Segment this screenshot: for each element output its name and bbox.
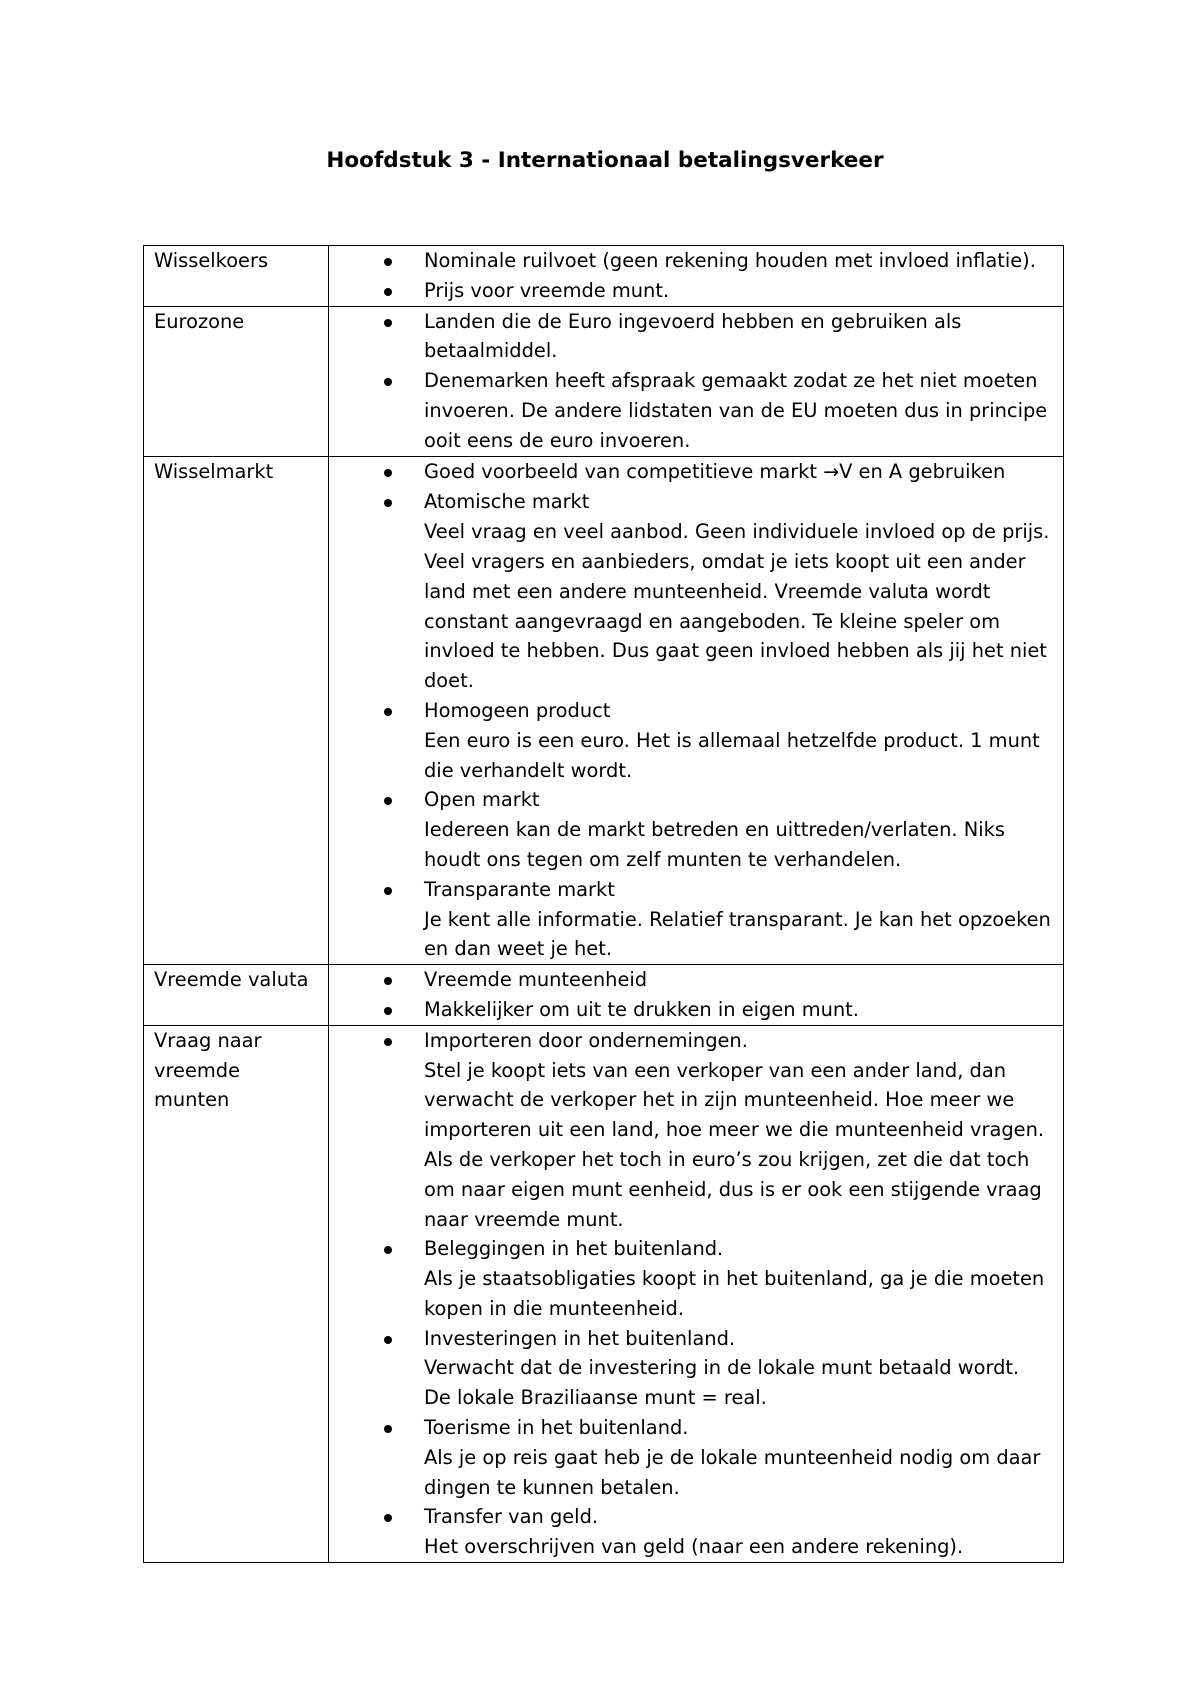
item-text: Goed voorbeeld van competitieve markt	[424, 459, 818, 483]
item-body: Je kent alle informatie. Relatief transparant. Je kan het opzoeken en dan weet je het.	[424, 907, 1051, 961]
description-cell	[329, 456, 1064, 965]
item-text: V en A gebruiken	[839, 459, 1006, 483]
item-heading: Atomische markt	[424, 490, 590, 514]
item-body: Het overschrijven van geld (naar een andere rekening).	[424, 1535, 964, 1559]
item-body: Veel vraag en veel aanbod. Geen individuele invloed op de prijs. Veel vragers en aanbieders, omdat je iets koopt uit een ander land met een andere munteenheid. Vreemde valuta wordt constant aangevraagd en aangeboden. Te kleine speler om invloed te hebben. Dus gaat geen invloed hebben als jij het niet doet.	[424, 520, 1050, 693]
bullet-icon	[384, 1007, 392, 1015]
list-item	[339, 366, 1051, 455]
list-item	[339, 1413, 1051, 1502]
list-item	[339, 875, 1051, 964]
item-heading: Transparante markt	[424, 877, 615, 901]
bullet-list	[339, 246, 1051, 306]
term-cell: Vraag naar vreemde munten	[144, 1025, 329, 1562]
item-heading: Open markt	[424, 788, 540, 812]
bullet-icon	[384, 977, 392, 985]
item-heading: Transfer van geld.	[424, 1505, 599, 1529]
bullet-icon	[384, 288, 392, 296]
table-row	[144, 456, 1064, 965]
bullet-list	[339, 457, 1051, 965]
list-item	[339, 965, 1051, 995]
bullet-list	[339, 965, 1051, 1025]
bullet-icon	[384, 887, 392, 895]
description-cell	[329, 306, 1064, 456]
list-item	[339, 1234, 1051, 1323]
description-cell	[329, 965, 1064, 1026]
item-heading: Importeren door ondernemingen.	[424, 1028, 748, 1052]
item-body: Iedereen kan de markt betreden en uittreden/verlaten. Niks houdt ons tegen om zelf munten te verhandelen.	[424, 818, 1005, 871]
bullet-list	[339, 307, 1051, 456]
bullet-icon	[384, 319, 392, 327]
list-item	[339, 457, 1051, 488]
table-row	[144, 965, 1064, 1026]
bullet-icon	[384, 1038, 392, 1046]
term-cell: Wisselmarkt	[144, 456, 329, 965]
item-text: Vreemde munteenheid	[424, 968, 648, 992]
bullet-icon	[384, 469, 392, 477]
term-cell: Vreemde valuta	[144, 965, 329, 1026]
table-row	[144, 246, 1064, 307]
bullet-icon	[384, 1425, 392, 1433]
item-heading: Toerisme in het buitenland.	[424, 1416, 689, 1440]
bullet-icon	[384, 1336, 392, 1344]
bullet-icon	[384, 258, 392, 266]
page-title: Hoofdstuk 3 - Internationaal betalingsverkeer	[326, 148, 884, 173]
table-row	[144, 1025, 1064, 1562]
term-cell: Wisselkoers	[144, 246, 329, 307]
list-item	[339, 785, 1051, 874]
item-text: Denemarken heeft afspraak gemaakt zodat ze het niet moeten invoeren. De andere lidstaten van de EU moeten dus in principe ooit eens de euro invoeren.	[424, 369, 1048, 452]
item-text: Nominale ruilvoet (geen rekening houden met invloed inflatie).	[424, 249, 1036, 272]
list-item	[339, 696, 1051, 785]
item-body: Stel je koopt iets van een verkoper van een ander land, dan verwacht de verkoper het in zijn munteenheid. Hoe meer we importeren uit een land, hoe meer we die munteenheid vragen. Als de verkoper het toch in euro’s zou krijgen, zet die dat toch om naar eigen munt eenheid, dus is er ook een stijgende vraag naar vreemde munt.	[424, 1058, 1045, 1231]
item-heading: Homogeen product	[424, 698, 611, 722]
notes-table	[143, 245, 1064, 1563]
bullet-icon	[384, 499, 392, 507]
list-item	[339, 1026, 1051, 1235]
bullet-icon	[384, 1514, 392, 1522]
bullet-icon	[384, 797, 392, 805]
item-body: Als je op reis gaat heb je de lokale munteenheid nodig om daar dingen te kunnen betalen.	[424, 1445, 1041, 1499]
right-arrow-icon: →	[823, 460, 840, 483]
item-heading: Investeringen in het buitenland.	[424, 1326, 736, 1350]
term-cell: Eurozone	[144, 306, 329, 456]
item-text: Makkelijker om uit te drukken in eigen munt.	[424, 997, 859, 1021]
list-item	[339, 1324, 1051, 1413]
list-item	[339, 276, 1051, 306]
list-item	[339, 307, 1051, 367]
item-heading: Beleggingen in het buitenland.	[424, 1237, 724, 1261]
item-body: Een euro is een euro. Het is allemaal hetzelfde product. 1 munt die verhandelt wordt.	[424, 728, 1040, 782]
item-text: Prijs voor vreemde munt.	[424, 278, 670, 302]
bullet-list	[339, 1026, 1051, 1562]
item-body: Verwacht dat de investering in de lokale munt betaald wordt. De lokale Braziliaanse munt = real.	[424, 1356, 1020, 1410]
bullet-icon	[384, 378, 392, 386]
item-text: Landen die de Euro ingevoerd hebben en gebruiken als betaalmiddel.	[424, 309, 962, 363]
description-cell	[329, 246, 1064, 307]
table-row	[144, 306, 1064, 456]
list-item	[339, 995, 1051, 1025]
description-cell	[329, 1025, 1064, 1562]
list-item	[339, 246, 1051, 276]
list-item	[339, 487, 1051, 696]
bullet-icon	[384, 708, 392, 716]
item-body: Als je staatsobligaties koopt in het buitenland, ga je die moeten kopen in die munteenheid.	[424, 1267, 1045, 1320]
bullet-icon	[384, 1246, 392, 1254]
list-item	[339, 1502, 1051, 1562]
